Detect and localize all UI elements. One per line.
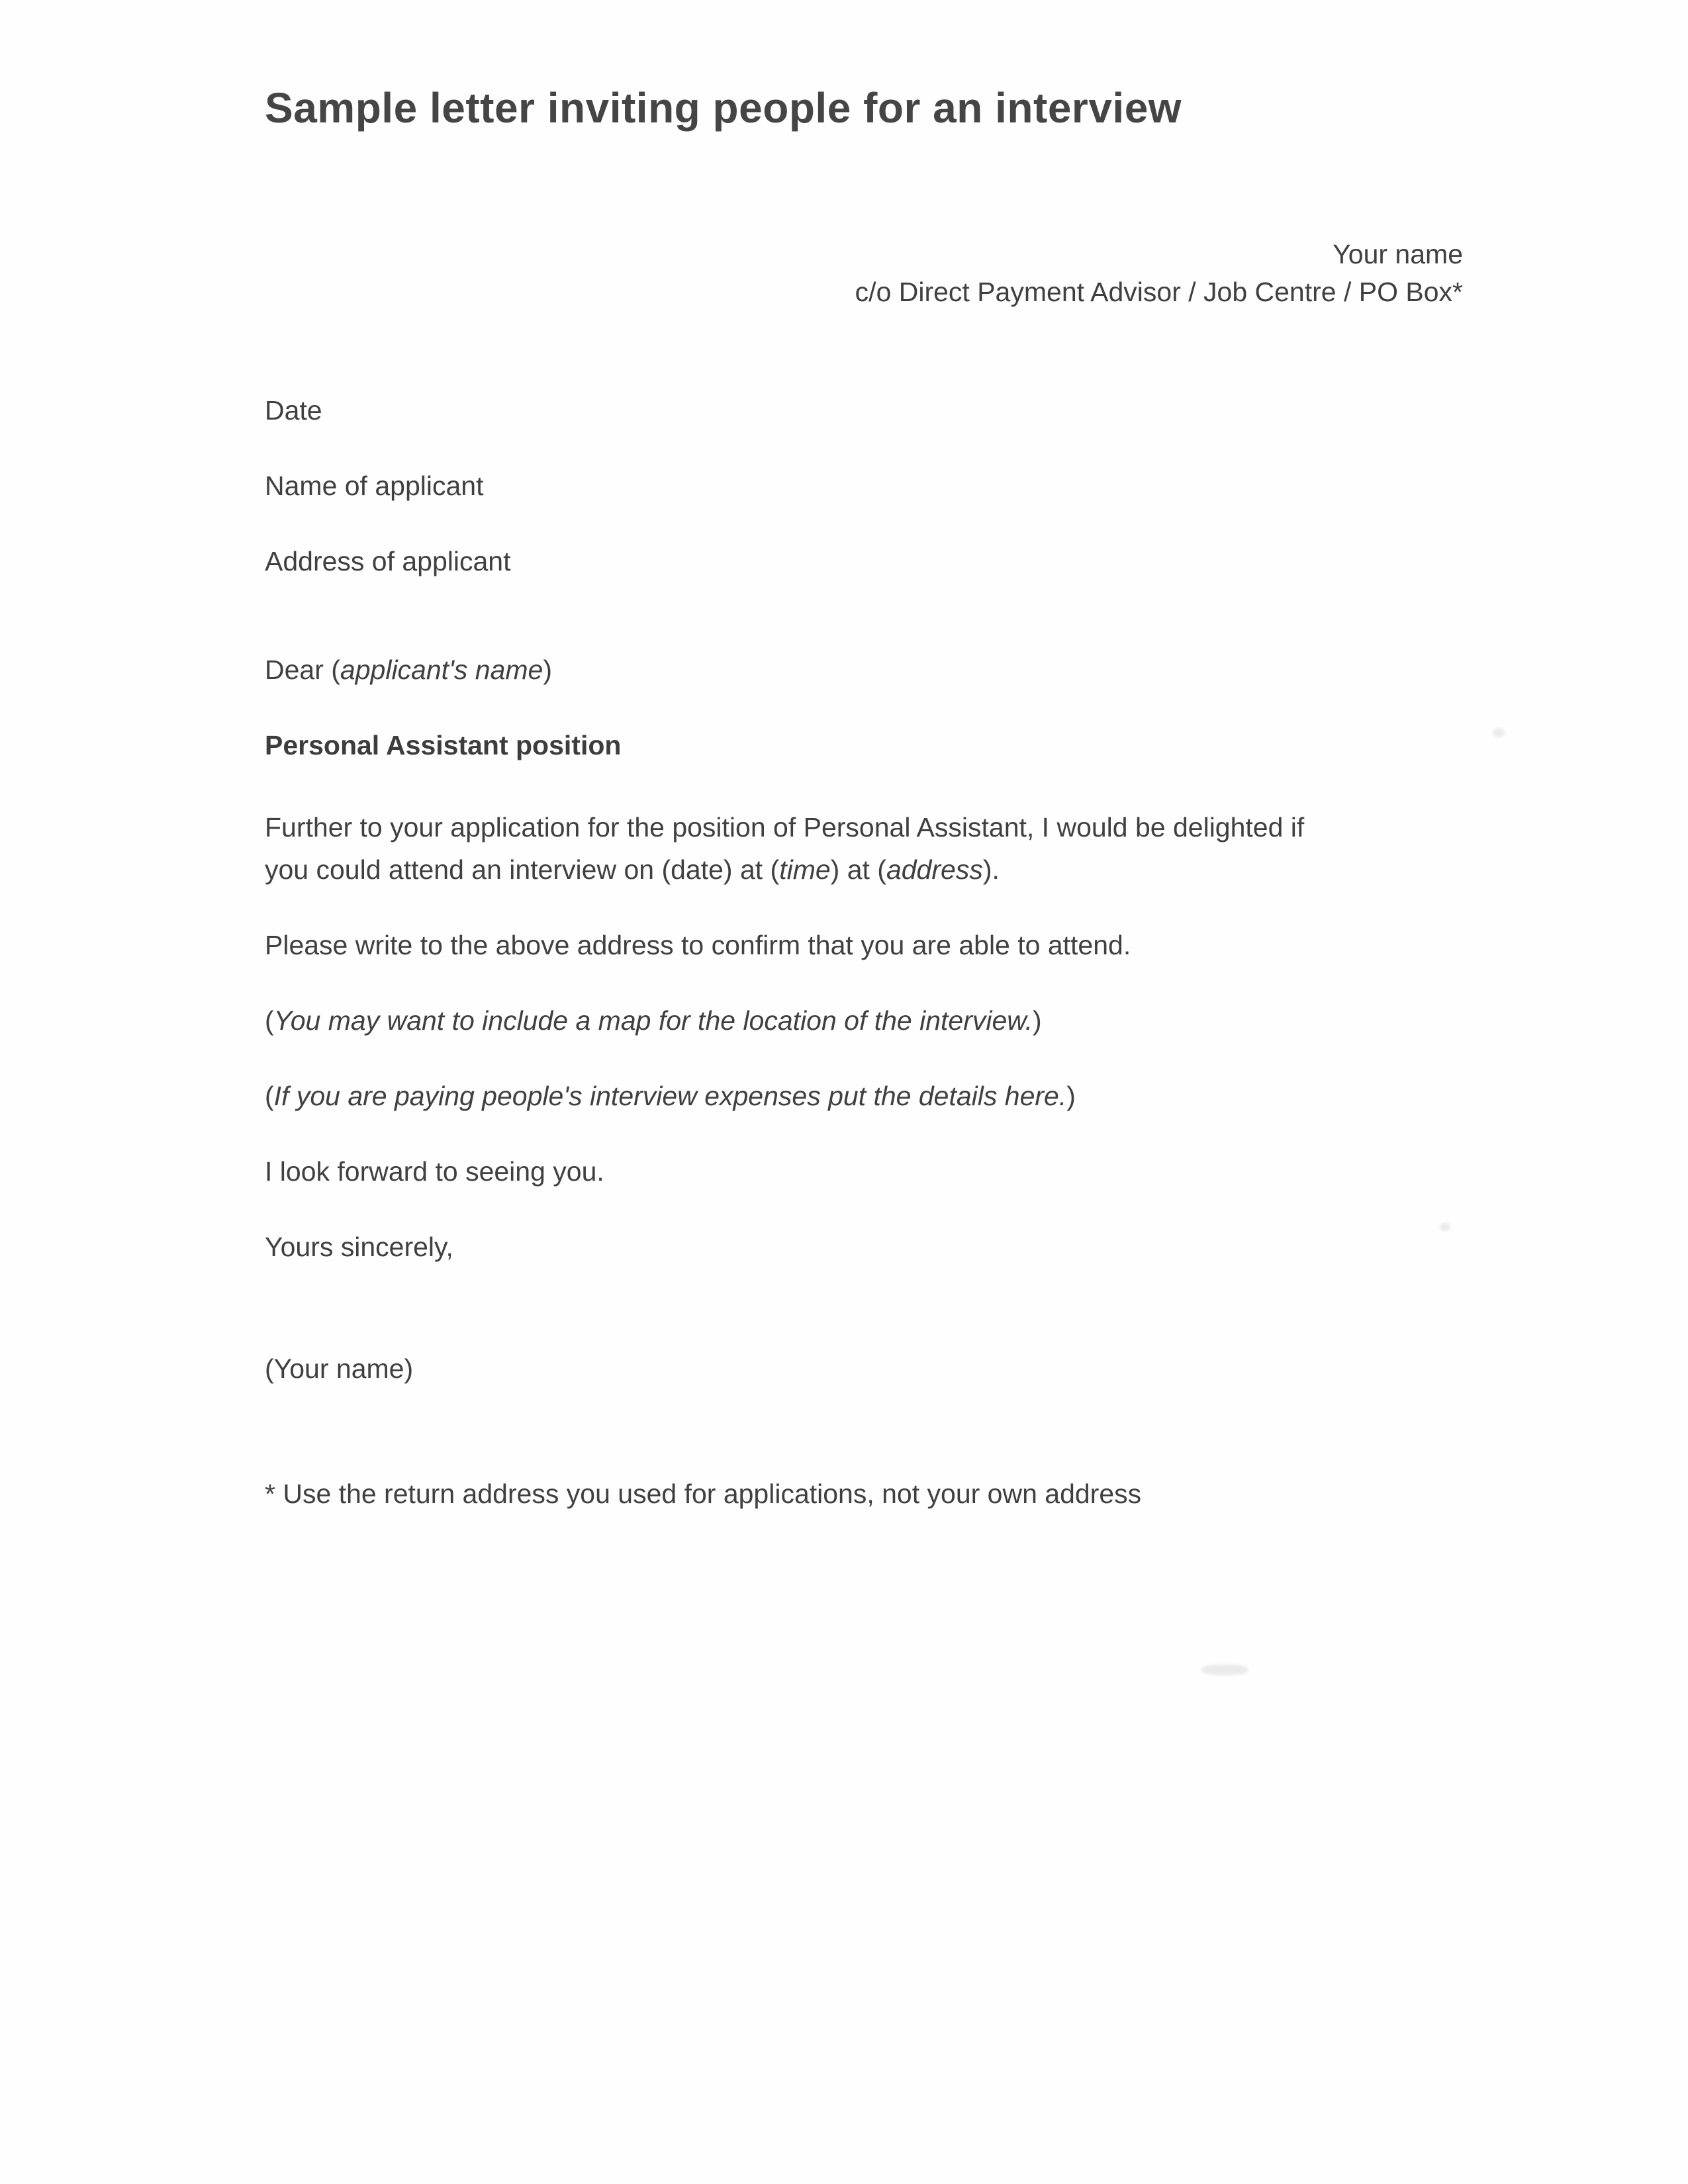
applicant-name-placeholder: Name of applicant <box>265 471 484 501</box>
salutation-name-italic: applicant's name <box>340 655 543 685</box>
sender-address-line: c/o Direct Payment Advisor / Job Centre / PO Box* <box>855 277 1463 307</box>
paragraph-map-note <box>265 999 1463 1042</box>
paragraph-look-forward: I look forward to seeing you. <box>265 1156 604 1187</box>
invitation-time-italic: time <box>779 854 831 885</box>
subject-line: Personal Assistant position <box>265 730 622 760</box>
expenses-note-close-paren: ) <box>1066 1081 1076 1111</box>
signature-placeholder: (Your name) <box>265 1353 414 1384</box>
scan-smudge <box>1493 728 1505 737</box>
salutation-prefix: Dear ( <box>265 655 340 685</box>
page-title: Sample letter inviting people for an interview <box>265 84 1182 132</box>
sender-name-line: Your name <box>1333 239 1463 269</box>
map-note-italic: You may want to include a map for the location of the interview. <box>273 1005 1033 1036</box>
expenses-note-open-paren: ( <box>265 1081 274 1111</box>
scan-smudge <box>1201 1664 1248 1675</box>
invitation-line2-part3: ). <box>982 854 1000 885</box>
paragraph-expenses-note <box>265 1075 1463 1117</box>
sender-address-block <box>265 236 1463 311</box>
salutation-suffix: ) <box>543 655 552 685</box>
expenses-note-italic: If you are paying people's interview expenses put the details here. <box>273 1081 1067 1111</box>
map-note-close-paren: ) <box>1033 1005 1042 1036</box>
date-placeholder: Date <box>265 395 322 426</box>
invitation-line2-part1: you could attend an interview on (date) at ( <box>265 854 780 885</box>
scan-smudge <box>1440 1223 1450 1231</box>
applicant-address-placeholder: Address of applicant <box>265 546 511 576</box>
map-note-open-paren: ( <box>265 1005 274 1036</box>
paragraph-invitation <box>265 806 1463 891</box>
invitation-address-italic: address <box>886 854 983 885</box>
salutation-line <box>265 649 1463 691</box>
closing-line: Yours sincerely, <box>265 1232 453 1262</box>
paragraph-confirm: Please write to the above address to confirm that you are able to attend. <box>265 930 1131 960</box>
footnote-line: * Use the return address you used for applications, not your own address <box>265 1479 1142 1509</box>
invitation-line2-part2: ) at ( <box>830 854 886 885</box>
invitation-line1: Further to your application for the position of Personal Assistant, I would be delighted if <box>265 812 1305 842</box>
